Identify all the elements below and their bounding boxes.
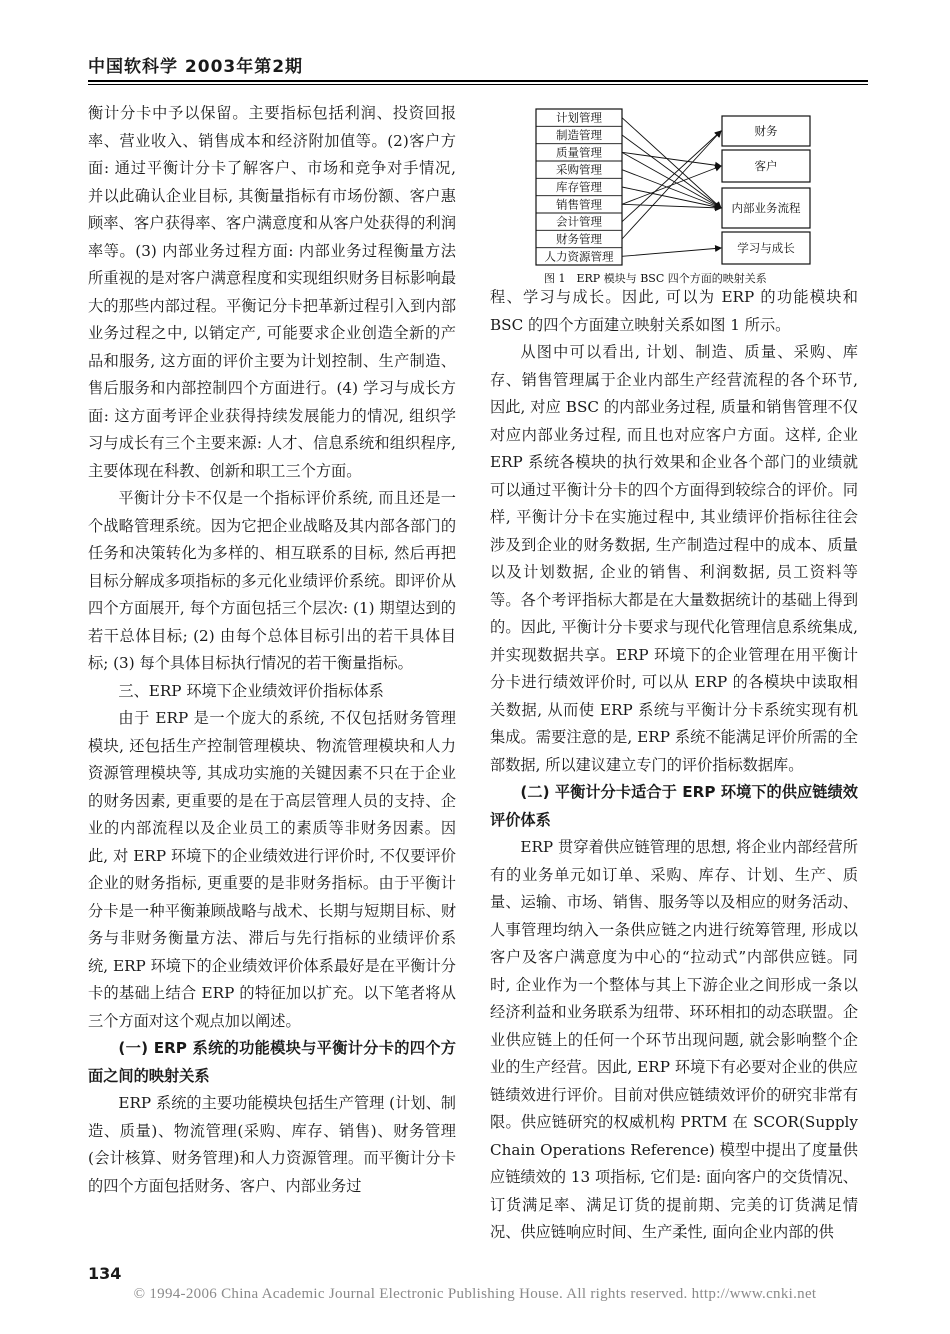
paragraph: 三、ERP 环境下企业绩效评价指标体系 xyxy=(118,681,384,700)
figure-caption: 图 1 ERP 模块与 BSC 四个方面的映射关系 xyxy=(544,272,767,285)
journal-header: 中国软科学 2003年第2期 xyxy=(88,57,304,77)
module-label: 计划管理 xyxy=(556,110,602,125)
target-label: 内部业务流程 xyxy=(731,201,801,215)
module-label: 会计管理 xyxy=(556,214,602,229)
page-number: 134 xyxy=(88,1264,122,1283)
paragraph: 由于 ERP 是一个庞大的系统, 不仅包括财务管理模块, 还包括生产控制管理模块、物流管理模块和人力资源管理模块等, 其成功实施的关键因素不只在于企业的财务因素, 更重要的是在于高层管理人员的支持、企业的内部流程以及企业员工的素质等非财务因素。因此, 对 ERP 环境下的企业绩效进行评价时, 不仅要评价企业的财务指标, 更重要的是非财务指标。由于平衡计分卡是一种平衡兼顾战略与战术、长期与短期目标、财务与非财务衡量方法、滞后与先行指标的业绩评价系统, ERP 环境下的企业绩效评价体系最好是在平衡计分卡的基础上结合 ERP 的特征加以扩充。以下笔者将从三个方面对这个观点加以阐述。 xyxy=(88,709,456,1030)
paragraph: 从图中可以看出, 计划、制造、质量、采购、库存、销售管理属于企业内部生产经营流程的各个环节, 因此, 对应 BSC 的内部业务过程, 质量和销售管理不仅对应内部业务过程, 而且也对应客户方面。这样, 企业 ERP 系统各模块的执行效果和企业各个部门的业绩就可以通过平衡计分卡的四个方面得到较综合的评价。同样, 平衡计分卡在实施过程中, 其业绩评价指标往往会涉及到企业的财务数据, 生产制造过程中的成本、质量以及计划数据, 企业的销售、利润数据, 员工资料等等。各个考评指标大都是在大量数据统计的基础上得到的。因此, 平衡计分卡要求与现代化管理信息系统集成, 并实现数据共享。ERP 环境下的企业管理在用平衡计分卡进行绩效评价时, 可以从 ERP 的各模块中读取相关数据, 从而使 ERP 系统与平衡计分卡系统实现有机集成。需要注意的是, ERP 系统不能满足评价所需的全部数据, 所以建议建立专门的评价指标数据库。 xyxy=(490,343,858,774)
paragraph: 程、学习与成长。因此, 可以为 ERP 的功能模块和 BSC 的四个方面建立映射关系如图 1 所示。 xyxy=(490,288,858,334)
mapping-arrow xyxy=(622,131,721,239)
section-heading: (二) 平衡计分卡适合于 ERP 环境下的供应链绩效评价体系 xyxy=(490,783,858,829)
mapping-arrow xyxy=(622,152,721,208)
paragraph: ERP 系统的主要功能模块包括生产管理 (计划、制造、质量)、物流管理(采购、库存、销售)、财务管理(会计核算、财务管理)和人力资源管理。而平衡计分卡的四个方面包括财务、客户、内部业务过 xyxy=(88,1094,456,1195)
target-label: 学习与成长 xyxy=(737,241,795,255)
paragraph: 衡计分卡中予以保留。主要指标包括利润、投资回报率、营业收入、销售成本和经济附加值等。(2)客户方面: 通过平衡计分卡了解客户、市场和竞争对手情况, 并以此确认企业目标, 其衡量指标有市场份额、客户惠顾率、客户获得率、客户满意度和从客户处获得的利润率等。(3) 内部业务过程方面: 内部业务过程衡量方法所重视的是对客户满意程度和实现组织财务目标影响最大的那些内部过程。平衡记分卡把革新过程引入到内部业务过程之中, 以销定产, 可能要求企业创造全新的产品和服务, 这方面的评价主要为计划控制、生产制造、售后服务和内部控制四个方面进行。(4) 学习与成长方面: 这方面考评企业获得持续发展能力的情况, 组织学习与成长有三个主要来源: 人才、信息系统和组织程序, 主要体现在科教、创新和职工三个方面。 xyxy=(88,104,456,480)
module-label: 库存管理 xyxy=(556,180,602,194)
right-column xyxy=(490,284,858,1247)
mapping-arrow xyxy=(622,118,721,208)
module-label: 质量管理 xyxy=(556,145,602,160)
module-label: 采购管理 xyxy=(556,162,602,177)
section-heading: (一) ERP 系统的功能模块与平衡计分卡的四个方面之间的映射关系 xyxy=(88,1039,456,1085)
mapping-arrow xyxy=(622,152,721,166)
paragraph: ERP 贯穿着供应链管理的思想, 将企业内部经营所有的业务单元如订单、采购、库存、计划、生产、质量、运输、市场、销售、服务等以及相应的财务活动、人事管理均纳入一条供应链之内进行统筹管理, 形成以客户及客户满意度为中心的“拉动式”内部供应链。同时, 企业作为一个整体与其上下游企业之间形成一条以经济利益和业务联系为纽带、环环相扣的动态联盟。企业供应链上的任何一个环节出现问题, 就会影响整个企业的生产经营。因此, ERP 环境下有必要对企业的供应链绩效进行评价。目前对供应链绩效评价的研究非常有限。供应链研究的权威机构 PRTM 在 SCOR(Supply Chain Operations Reference) 模型中提出了度量供应链绩效的 13 项指标, 它们是: 面向客户的交货情况、订货满足率、满足订货的提前期、完美的订货满足情况、供应链响应时间、生产柔性, 面向企业内部的供 xyxy=(490,838,858,1241)
module-label: 财务管理 xyxy=(556,232,602,246)
mapping-arrow xyxy=(622,131,721,222)
mapping-diagram xyxy=(530,108,830,286)
module-label: 人力资源管理 xyxy=(544,249,614,264)
mapping-arrow xyxy=(622,170,721,208)
copyright-footer: © 1994-2006 China Academic Journal Electronic Publishing House. All rights reserved. http://www.cnki.net xyxy=(133,1286,817,1302)
header-rule-thin xyxy=(88,84,868,85)
left-column xyxy=(88,100,456,1200)
module-label: 销售管理 xyxy=(556,197,602,212)
figure-1 xyxy=(530,108,830,286)
target-label: 财务 xyxy=(754,124,778,138)
target-label: 客户 xyxy=(754,159,778,173)
mapping-arrow xyxy=(622,248,721,256)
module-label: 制造管理 xyxy=(556,128,602,142)
header-rule xyxy=(88,80,868,82)
paragraph: 平衡计分卡不仅是一个指标评价系统, 而且还是一个战略管理系统。因为它把企业战略及其内部各部门的任务和决策转化为多样的、相互联系的目标, 然后再把目标分解成多项指标的多元化业绩评价系统。即评价从四个方面展开, 每个方面包括三个层次: (1) 期望达到的若干总体目标; (2) 由每个总体目标引出的若干具体目标; (3) 每个具体目标执行情况的若干衡量指标。 xyxy=(88,489,456,672)
